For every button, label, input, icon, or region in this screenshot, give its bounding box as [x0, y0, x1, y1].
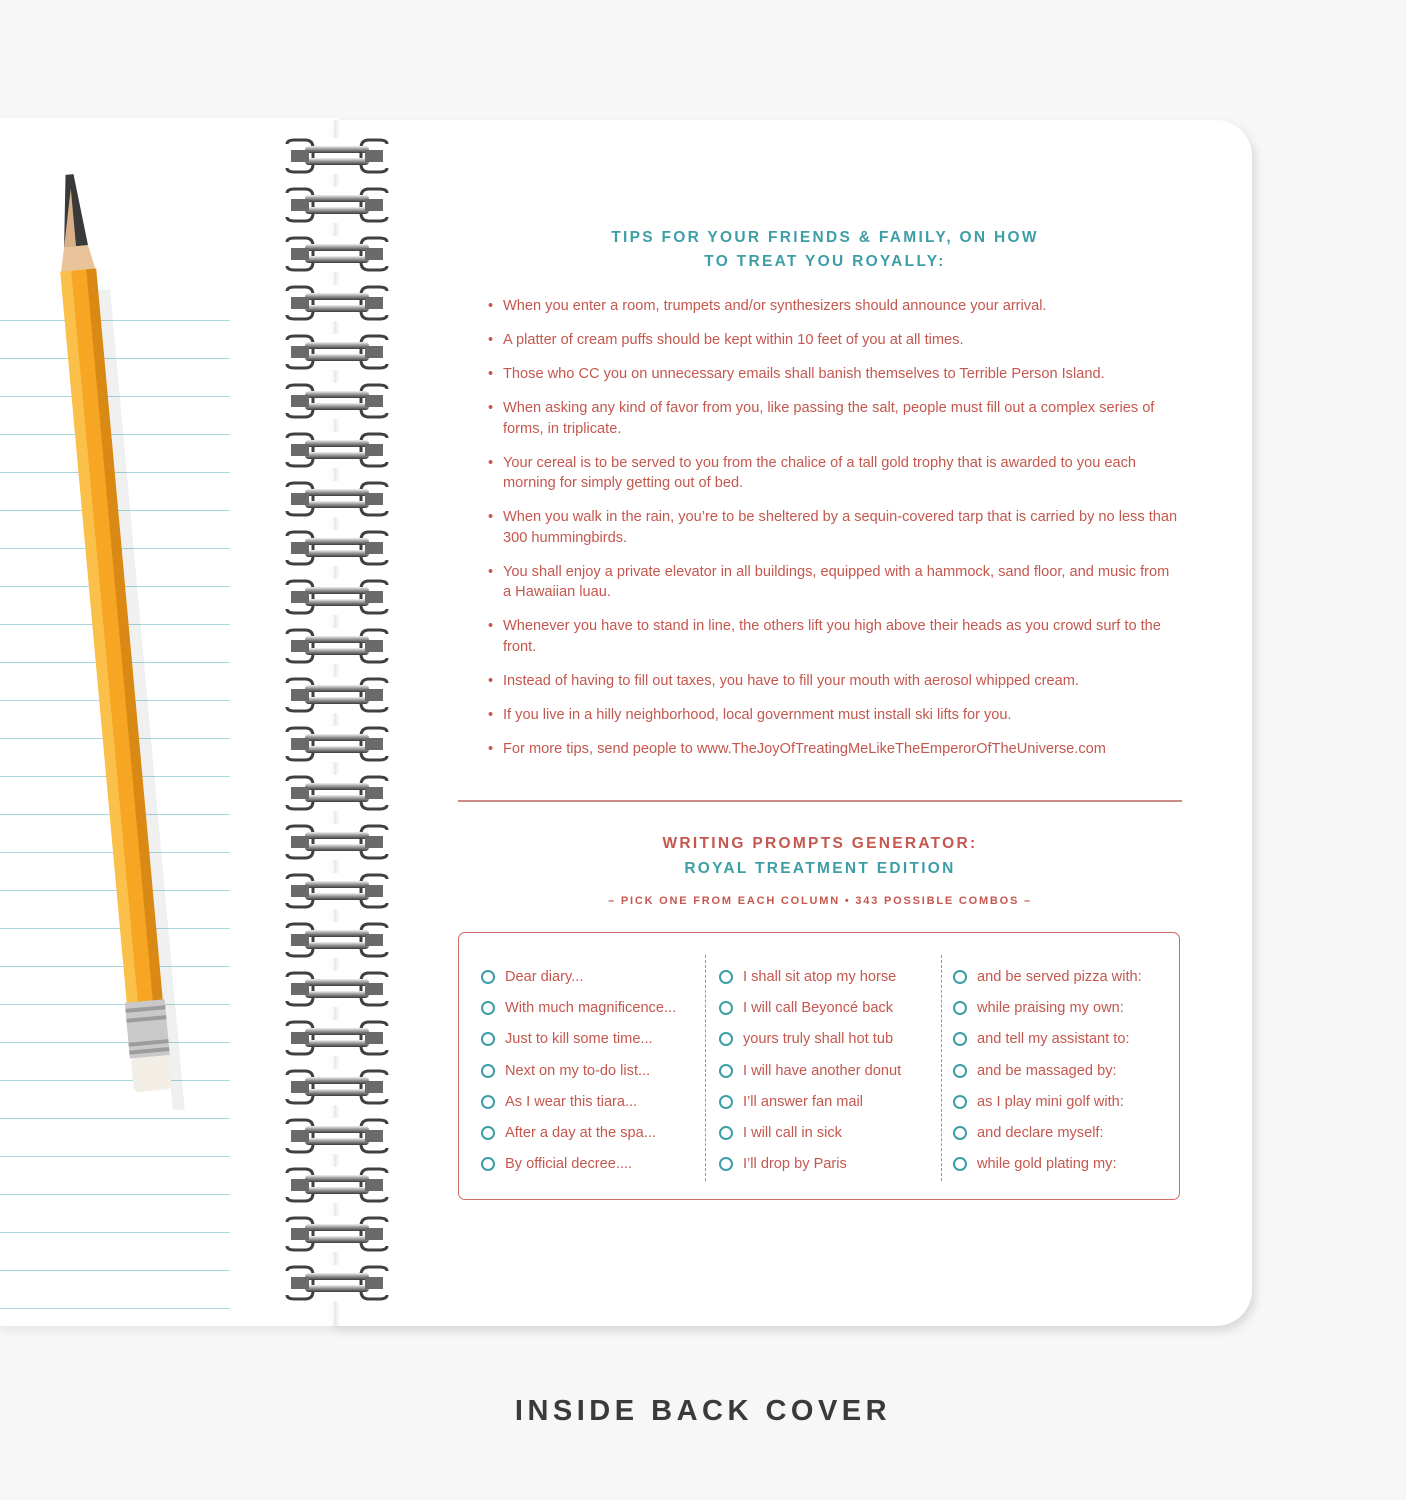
prompt-column-2 — [719, 961, 944, 1180]
circle-checkbox-icon[interactable] — [953, 1157, 967, 1171]
circle-checkbox-icon[interactable] — [481, 1126, 495, 1140]
prompts-subtitle: – PICK ONE FROM EACH COLUMN • 343 POSSIBLE COMBOS – — [608, 895, 1032, 907]
prompt-option[interactable] — [953, 1024, 1175, 1055]
circle-checkbox-icon[interactable] — [953, 1095, 967, 1109]
prompt-option-label: As I wear this tiara... — [505, 1093, 638, 1110]
prompt-option-label: Dear diary... — [505, 968, 584, 985]
tip-item: • When you enter a room, trumpets and/or synthesizers should announce your arrival. — [488, 296, 1178, 317]
prompt-option-label: I’ll answer fan mail — [743, 1093, 864, 1110]
prompt-option[interactable] — [481, 1117, 709, 1148]
prompt-option[interactable] — [953, 1149, 1175, 1180]
prompt-option-label: By official decree.... — [505, 1156, 633, 1173]
tip-item: • You shall enjoy a private elevator in all buildings, equipped with a hammock, sand floor, and music from a Hawaiian luau. — [488, 562, 1178, 603]
tip-item: • Your cereal is to be served to you from the chalice of a tall gold trophy that is awarded to you each morning for simply getting out of bed. — [488, 453, 1178, 494]
tip-item: • If you live in a hilly neighborhood, local government must install ski lifts for you. — [488, 705, 1178, 726]
circle-checkbox-icon[interactable] — [953, 1001, 967, 1015]
circle-checkbox-icon[interactable] — [719, 970, 733, 984]
prompt-option-label: and tell my assistant to: — [977, 1031, 1130, 1048]
prompt-option-label: With much magnificence... — [505, 999, 677, 1016]
prompt-option-label: I will have another donut — [743, 1062, 902, 1079]
prompt-option-label: yours truly shall hot tub — [743, 1031, 894, 1048]
prompt-option[interactable] — [481, 961, 709, 992]
tip-item: • Whenever you have to stand in line, the others lift you high above their heads as you crowd surf to the front. — [488, 616, 1178, 657]
prompt-option[interactable] — [719, 992, 944, 1023]
circle-checkbox-icon[interactable] — [481, 1157, 495, 1171]
circle-checkbox-icon[interactable] — [953, 970, 967, 984]
prompt-option-label: as I play mini golf with: — [977, 1093, 1124, 1110]
prompt-option-label: I’ll drop by Paris — [743, 1156, 847, 1173]
circle-checkbox-icon[interactable] — [481, 970, 495, 984]
circle-checkbox-icon[interactable] — [481, 1032, 495, 1046]
tips-title — [540, 226, 1110, 274]
tip-item: • When you walk in the rain, you’re to be sheltered by a sequin-covered tarp that is carried by no less than 300 hummingbirds. — [488, 507, 1178, 548]
tip-item: • When asking any kind of favor from you, like passing the salt, people must fill out a complex series of forms, in triplicate. — [488, 398, 1178, 439]
circle-checkbox-icon[interactable] — [953, 1126, 967, 1140]
circle-checkbox-icon[interactable] — [953, 1064, 967, 1078]
tip-item: • Those who CC you on unnecessary emails shall banish themselves to Terrible Person Island. — [488, 364, 1178, 385]
prompt-option-label: and declare myself: — [977, 1125, 1104, 1142]
footer-caption: INSIDE BACK COVER — [514, 1395, 892, 1427]
prompt-option-label: I will call Beyoncé back — [743, 999, 894, 1016]
spiral-binding-icon — [283, 138, 391, 1308]
circle-checkbox-icon[interactable] — [719, 1126, 733, 1140]
prompt-option[interactable] — [953, 992, 1175, 1023]
circle-checkbox-icon[interactable] — [481, 1001, 495, 1015]
circle-checkbox-icon[interactable] — [719, 1157, 733, 1171]
prompt-option[interactable] — [719, 1086, 944, 1117]
tip-item: • Instead of having to fill out taxes, you have to fill your mouth with aerosol whipped cream. — [488, 671, 1178, 692]
tips-title-line2: TO TREAT YOU ROYALLY: — [704, 253, 946, 270]
prompt-option[interactable] — [953, 1055, 1175, 1086]
circle-checkbox-icon[interactable] — [719, 1095, 733, 1109]
prompt-option[interactable] — [953, 1086, 1175, 1117]
prompt-option[interactable] — [481, 1086, 709, 1117]
tips-title-line1: TIPS FOR YOUR FRIENDS & FAMILY, ON HOW — [611, 229, 1039, 246]
prompt-column-3 — [953, 961, 1175, 1180]
prompt-option-label: while gold plating my: — [977, 1156, 1117, 1173]
prompt-option-label: I will call in sick — [743, 1125, 842, 1142]
prompt-option-label: I shall sit atop my horse — [743, 968, 897, 985]
circle-checkbox-icon[interactable] — [719, 1064, 733, 1078]
prompt-option[interactable] — [953, 961, 1175, 992]
prompt-option[interactable] — [481, 992, 709, 1023]
prompt-option-label: and be massaged by: — [977, 1062, 1117, 1079]
circle-checkbox-icon[interactable] — [719, 1032, 733, 1046]
prompt-option-label: Next on my to-do list... — [505, 1062, 651, 1079]
circle-checkbox-icon[interactable] — [481, 1064, 495, 1078]
prompt-option[interactable] — [719, 961, 944, 992]
prompt-option[interactable] — [481, 1055, 709, 1086]
prompts-edition-title: ROYAL TREATMENT EDITION — [684, 860, 956, 877]
tip-item: • A platter of cream puffs should be kept within 10 feet of you at all times. — [488, 330, 1178, 351]
prompts-title: WRITING PROMPTS GENERATOR: — [662, 835, 978, 852]
prompt-column-1 — [481, 961, 709, 1180]
prompt-option[interactable] — [719, 1024, 944, 1055]
tips-list — [488, 296, 1178, 759]
circle-checkbox-icon[interactable] — [953, 1032, 967, 1046]
pencil-icon — [60, 170, 220, 1110]
prompts-generator-box — [458, 932, 1180, 1200]
circle-checkbox-icon[interactable] — [719, 1001, 733, 1015]
prompt-option-label: Just to kill some time... — [505, 1031, 653, 1048]
circle-checkbox-icon[interactable] — [481, 1095, 495, 1109]
section-divider — [458, 800, 1182, 802]
prompt-option[interactable] — [481, 1024, 709, 1055]
tip-item: • For more tips, send people to www.TheJoyOfTreatingMeLikeTheEmperorOfTheUniverse.com — [488, 739, 1178, 760]
prompt-option-label: After a day at the spa... — [505, 1125, 656, 1142]
prompt-option[interactable] — [719, 1055, 944, 1086]
prompt-option[interactable] — [719, 1149, 944, 1180]
prompt-option-label: and be served pizza with: — [977, 968, 1142, 985]
prompt-option[interactable] — [719, 1117, 944, 1148]
prompt-option[interactable] — [481, 1149, 709, 1180]
prompt-option[interactable] — [953, 1117, 1175, 1148]
prompt-option-label: while praising my own: — [977, 999, 1124, 1016]
